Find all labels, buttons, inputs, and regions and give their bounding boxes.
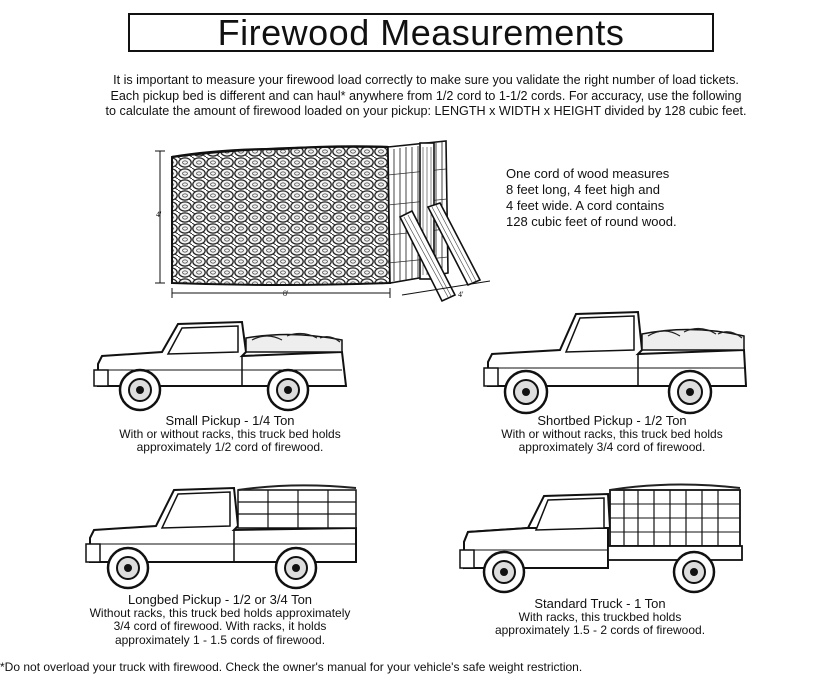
truck-description: With racks, this truckbed holds — [518, 609, 682, 624]
footnote: *Do not overload your truck with firewood. Check the owner's manual for your vehicle's safe weight restriction. — [0, 660, 583, 674]
truck-name: Longbed Pickup - 1/2 or 3/4 Ton — [127, 592, 313, 607]
truck-name: Standard Truck - 1 Ton — [534, 596, 666, 611]
cord-description-line: One cord of wood measures — [506, 166, 670, 181]
cord-of-wood-illustration — [150, 135, 500, 305]
standard-truck-caption — [470, 597, 730, 638]
truck-description: approximately 1/2 cord of firewood. — [136, 440, 324, 454]
width-dimension-label: 4' — [458, 290, 464, 299]
truck-description: Without racks, this truck bed holds approximately — [89, 605, 351, 620]
truck-name: Small Pickup - 1/4 Ton — [165, 413, 295, 428]
small-pickup-caption — [95, 414, 365, 455]
cord-description-line: 128 cubic feet of round wood. — [506, 214, 677, 229]
cord-description-line: 4 feet wide. A cord contains — [506, 198, 665, 213]
truck-description: approximately 3/4 cord of firewood. — [518, 440, 706, 454]
truck-description: With or without racks, this truck bed holds — [501, 426, 723, 441]
intro-line: It is important to measure your firewood load correctly to make sure you validate the right number of load tickets. — [113, 73, 739, 87]
height-dimension-label: 4' — [156, 210, 162, 219]
small-pickup-illustration — [92, 316, 357, 416]
title-box — [128, 13, 714, 52]
standard-truck-illustration — [458, 478, 748, 596]
intro-line: Each pickup bed is different and can haul* anywhere from 1/2 cord to 1-1/2 cords. For accuracy, use the following — [110, 88, 742, 103]
intro-text — [66, 73, 786, 120]
cord-description — [506, 166, 677, 230]
truck-description: approximately 1.5 - 2 cords of firewood. — [494, 623, 706, 637]
truck-description: 3/4 cord of firewood. With racks, it holds — [113, 619, 327, 633]
page-title: Firewood Measurements — [217, 11, 625, 53]
longbed-pickup-illustration — [84, 482, 364, 590]
truck-description: approximately 1 - 1.5 cords of firewood. — [114, 632, 326, 647]
length-dimension-label: 8' — [283, 289, 289, 298]
shortbed-pickup-illustration — [482, 308, 752, 416]
cord-description-line: 8 feet long, 4 feet high and — [506, 182, 660, 197]
longbed-pickup-caption — [75, 593, 365, 647]
truck-name: Shortbed Pickup - 1/2 Ton — [537, 413, 687, 428]
truck-description: With or without racks, this truck bed holds — [119, 426, 341, 441]
shortbed-pickup-caption — [482, 414, 742, 455]
intro-line: to calculate the amount of firewood loaded on your pickup: LENGTH x WIDTH x HEIGHT divided by 128 cubic feet. — [105, 104, 747, 118]
